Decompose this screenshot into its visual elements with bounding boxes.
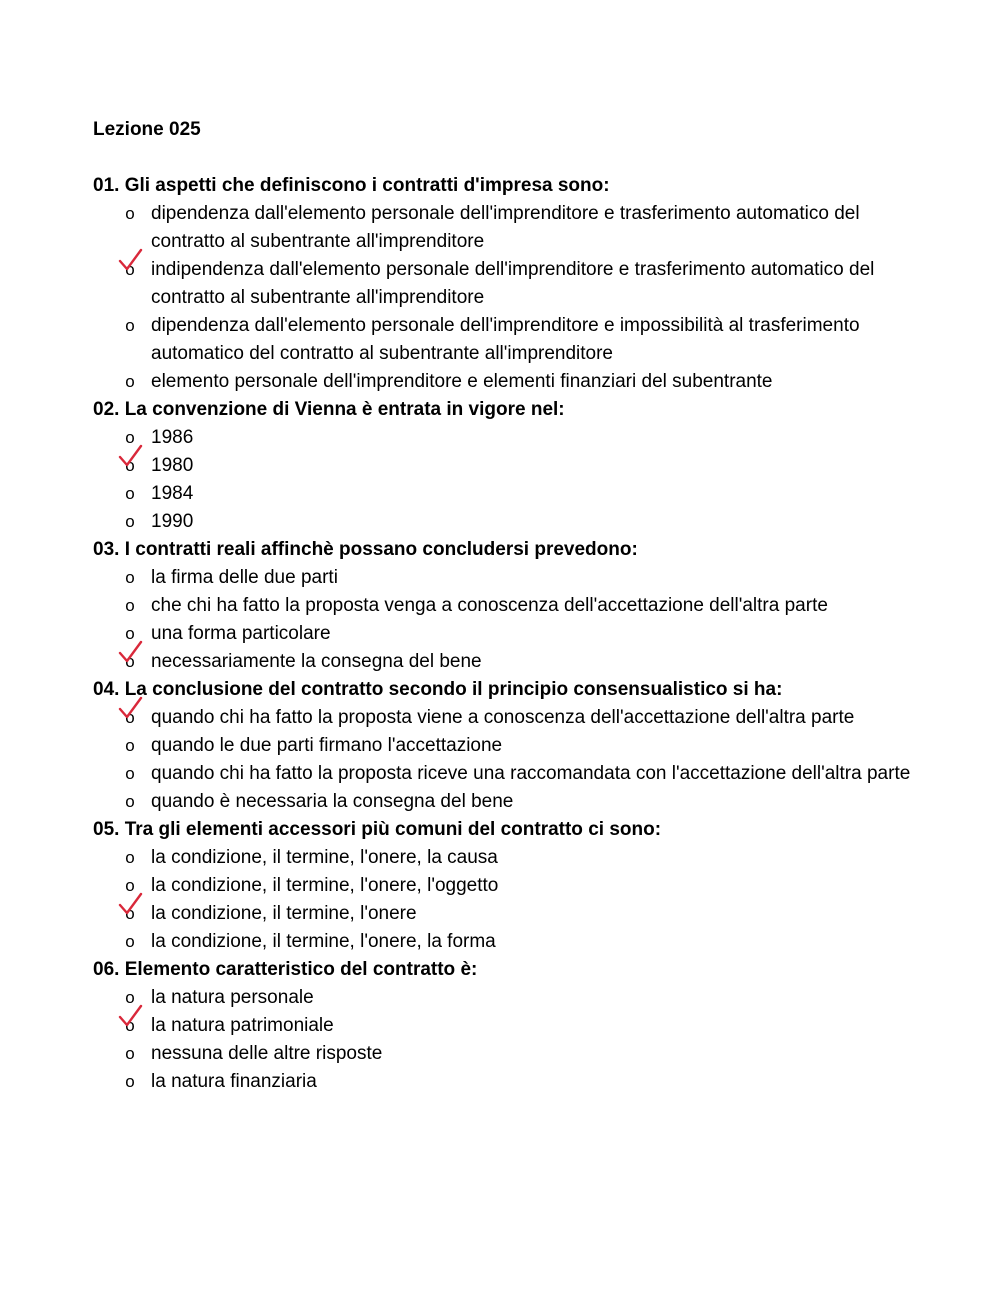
option-text: la firma delle due parti xyxy=(151,567,338,588)
option-text: la natura personale xyxy=(151,987,314,1008)
bullet-icon: o xyxy=(125,932,135,951)
option-text: 1980 xyxy=(151,455,194,476)
option-item xyxy=(93,732,923,760)
option-text: la condizione, il termine, l'onere xyxy=(151,903,417,924)
bullet-icon: o xyxy=(125,904,135,923)
option-text: elemento personale dell'imprenditore e elementi finanziari del subentrante xyxy=(151,371,773,392)
option-item-correct xyxy=(93,452,923,480)
bullet-icon: o xyxy=(125,1016,135,1035)
option-text: la condizione, il termine, l'onere, la causa xyxy=(151,847,498,868)
option-text: necessariamente la consegna del bene xyxy=(151,651,482,672)
bullet-icon: o xyxy=(125,988,135,1007)
option-text: 1984 xyxy=(151,483,194,504)
option-list xyxy=(93,704,923,816)
bullet-icon: o xyxy=(125,568,135,587)
checkmark-icon xyxy=(117,442,145,470)
option-text: che chi ha fatto la proposta venga a conoscenza dell'accettazione dell'altra parte xyxy=(151,595,828,616)
option-item xyxy=(93,424,923,452)
bullet-icon: o xyxy=(125,848,135,867)
bullet-icon: o xyxy=(125,736,135,755)
option-text: quando chi ha fatto la proposta viene a conoscenza dell'accettazione dell'altra parte xyxy=(151,707,855,728)
option-text: 1986 xyxy=(151,427,194,448)
bullet-icon: o xyxy=(125,624,135,643)
option-item xyxy=(93,788,923,816)
bullet-icon: o xyxy=(125,596,135,615)
option-text: 1990 xyxy=(151,511,194,532)
checkmark-icon xyxy=(117,638,145,666)
bullet-icon: o xyxy=(125,512,135,531)
option-list xyxy=(93,424,923,536)
option-list xyxy=(93,564,923,676)
option-text: indipendenza dall'elemento personale dell'imprenditore e trasferimento automatico del contratto al subentrante all'imprenditore xyxy=(151,259,875,308)
option-item xyxy=(93,872,923,900)
option-item xyxy=(93,984,923,1012)
checkmark-icon xyxy=(117,890,145,918)
option-item-correct xyxy=(93,1012,923,1040)
bullet-icon: o xyxy=(125,708,135,727)
option-item xyxy=(93,564,923,592)
option-item xyxy=(93,620,923,648)
question-text: 03. I contratti reali affinchè possano concludersi prevedono: xyxy=(93,539,638,560)
option-item-correct xyxy=(93,648,923,676)
option-text: una forma particolare xyxy=(151,623,331,644)
bullet-icon: o xyxy=(125,484,135,503)
option-text: la condizione, il termine, l'onere, l'oggetto xyxy=(151,875,499,896)
option-item xyxy=(93,844,923,872)
question-text: 02. La convenzione di Vienna è entrata in vigore nel: xyxy=(93,399,565,420)
bullet-icon: o xyxy=(125,260,135,279)
bullet-icon: o xyxy=(125,204,135,223)
bullet-icon: o xyxy=(125,1044,135,1063)
checkmark-icon xyxy=(117,246,145,274)
bullet-icon: o xyxy=(125,428,135,447)
option-item xyxy=(93,312,923,368)
option-text: quando chi ha fatto la proposta riceve una raccomandata con l'accettazione dell'altra parte xyxy=(151,763,911,784)
checkmark-icon xyxy=(117,1002,145,1030)
option-item xyxy=(93,1068,923,1096)
lesson-title: Lezione 025 xyxy=(93,119,201,140)
bullet-icon: o xyxy=(125,1072,135,1091)
option-list xyxy=(93,984,923,1096)
option-text: la natura patrimoniale xyxy=(151,1015,334,1036)
option-item xyxy=(93,928,923,956)
option-list xyxy=(93,844,923,956)
option-text: la condizione, il termine, l'onere, la forma xyxy=(151,931,496,952)
document-page xyxy=(93,116,923,1096)
bullet-icon: o xyxy=(125,456,135,475)
bullet-icon: o xyxy=(125,652,135,671)
option-text: dipendenza dall'elemento personale dell'imprenditore e trasferimento automatico del contratto al subentrante all'imprenditore xyxy=(151,203,860,252)
option-text: quando è necessaria la consegna del bene xyxy=(151,791,514,812)
question-list xyxy=(93,172,923,1096)
option-item xyxy=(93,508,923,536)
option-item-correct xyxy=(93,704,923,732)
spacer xyxy=(93,144,923,172)
option-item-correct xyxy=(93,256,923,312)
option-text: quando le due parti firmano l'accettazione xyxy=(151,735,503,756)
option-item xyxy=(93,200,923,256)
bullet-icon: o xyxy=(125,792,135,811)
option-item xyxy=(93,592,923,620)
bullet-icon: o xyxy=(125,372,135,391)
option-item xyxy=(93,368,923,396)
option-item xyxy=(93,760,923,788)
bullet-icon: o xyxy=(125,764,135,783)
option-text: nessuna delle altre risposte xyxy=(151,1043,383,1064)
question-text: 01. Gli aspetti che definiscono i contratti d'impresa sono: xyxy=(93,175,610,196)
option-item xyxy=(93,1040,923,1068)
option-list xyxy=(93,200,923,396)
question-text: 04. La conclusione del contratto secondo il principio consensualistico si ha: xyxy=(93,679,783,700)
checkmark-icon xyxy=(117,694,145,722)
option-text: dipendenza dall'elemento personale dell'imprenditore e impossibilità al trasferimento automatico del contratto al subentrante all'imprenditore xyxy=(151,315,860,364)
bullet-icon: o xyxy=(125,316,135,335)
question-text: 06. Elemento caratteristico del contratto è: xyxy=(93,959,478,980)
bullet-icon: o xyxy=(125,876,135,895)
option-text: la natura finanziaria xyxy=(151,1071,317,1092)
option-item-correct xyxy=(93,900,923,928)
option-item xyxy=(93,480,923,508)
question-text: 05. Tra gli elementi accessori più comuni del contratto ci sono: xyxy=(93,819,662,840)
